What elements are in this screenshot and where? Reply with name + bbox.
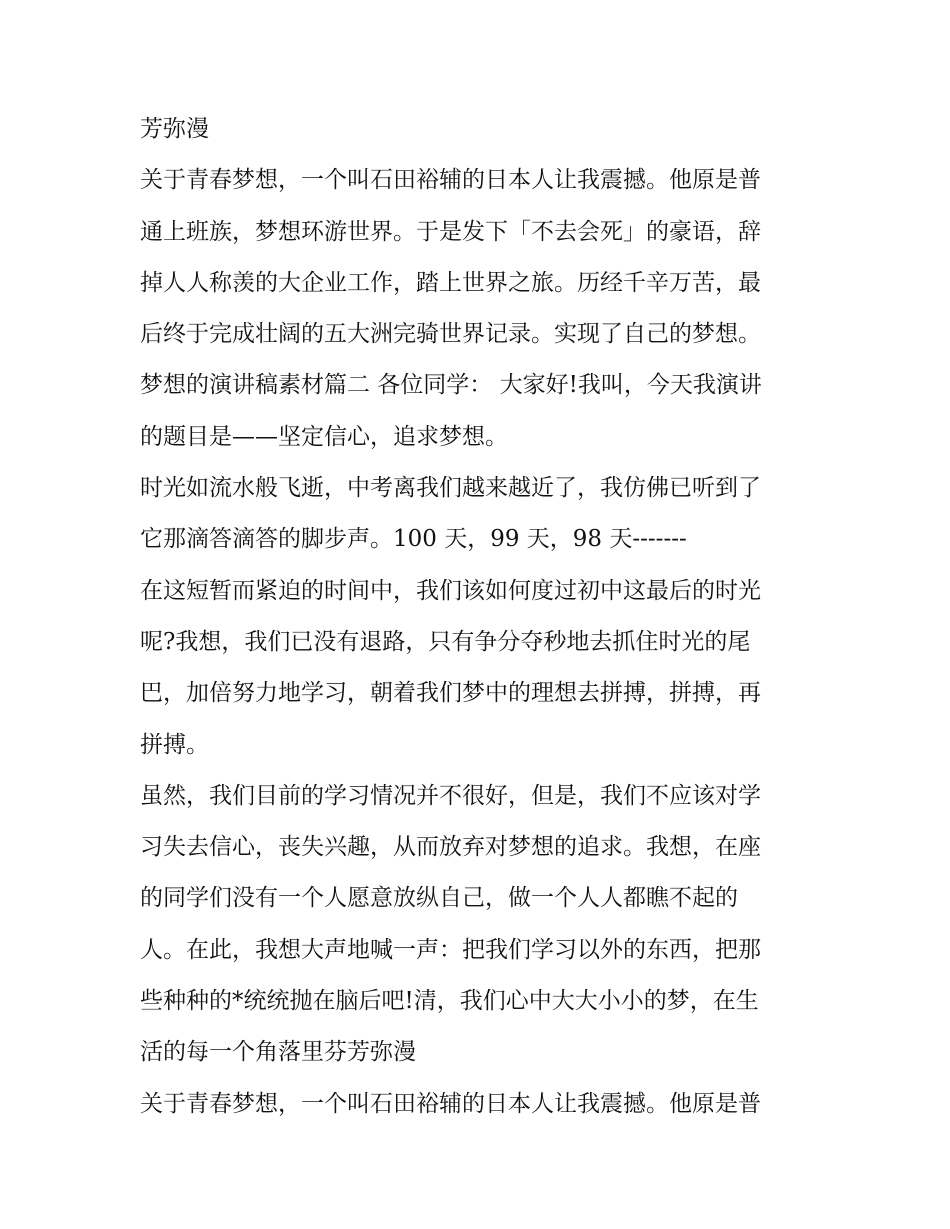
- document-body: [140, 104, 830, 1130]
- text-line: 活的每一个角落里芬芳弥漫: [140, 1039, 416, 1066]
- text-line: 巴，加倍努力地学习，朝着我们梦中的理想去拼搏，拼搏，再: [140, 680, 761, 707]
- text-line: 时光如流水般飞逝，中考离我们越来越近了，我仿佛已听到了: [140, 475, 761, 502]
- text-line: 拼搏。: [140, 731, 209, 758]
- text-line: 后终于完成壮阔的五大洲完骑世界记录。实现了自己的梦想。: [140, 321, 761, 348]
- text-line: 它那滴答滴答的脚步声。100 天，99 天，98 天-------: [140, 526, 687, 553]
- text-line: 通上班族，梦想环游世界。于是发下「不去会死」的豪语，辞: [140, 218, 761, 245]
- text-line: 在这短暂而紧迫的时间中，我们该如何度过初中这最后的时光: [140, 577, 761, 604]
- text-line: 的同学们没有一个人愿意放纵自己，做一个人人都瞧不起的: [140, 885, 738, 912]
- text-line: 芳弥漫: [140, 116, 209, 142]
- text-line: 些种种的*统统抛在脑后吧!清，我们心中大大小小的梦，在生: [140, 988, 759, 1015]
- text-line: 习失去信心，丧失兴趣，从而放弃对梦想的追求。我想，在座: [140, 834, 761, 861]
- text-line: 掉人人称羡的大企业工作，踏上世界之旅。历经千辛万苦，最: [140, 269, 761, 296]
- text-line: 关于青春梦想，一个叫石田裕辅的日本人让我震撼。他原是普: [140, 167, 761, 194]
- text-line: 人。在此，我想大声地喊一声：把我们学习以外的东西，把那: [140, 936, 761, 963]
- text-line: 虽然，我们目前的学习情况并不很好，但是，我们不应该对学: [140, 782, 761, 809]
- text-line: 的题目是——坚定信心，追求梦想。: [140, 423, 508, 450]
- text-line: 梦想的演讲稿素材篇二 各位同学： 大家好!我叫，今天我演讲: [140, 372, 762, 399]
- text-line: 关于青春梦想，一个叫石田裕辅的日本人让我震撼。他原是普: [140, 1090, 761, 1117]
- text-line: 呢?我想，我们已没有退路，只有争分夺秒地去抓住时光的尾: [140, 628, 751, 655]
